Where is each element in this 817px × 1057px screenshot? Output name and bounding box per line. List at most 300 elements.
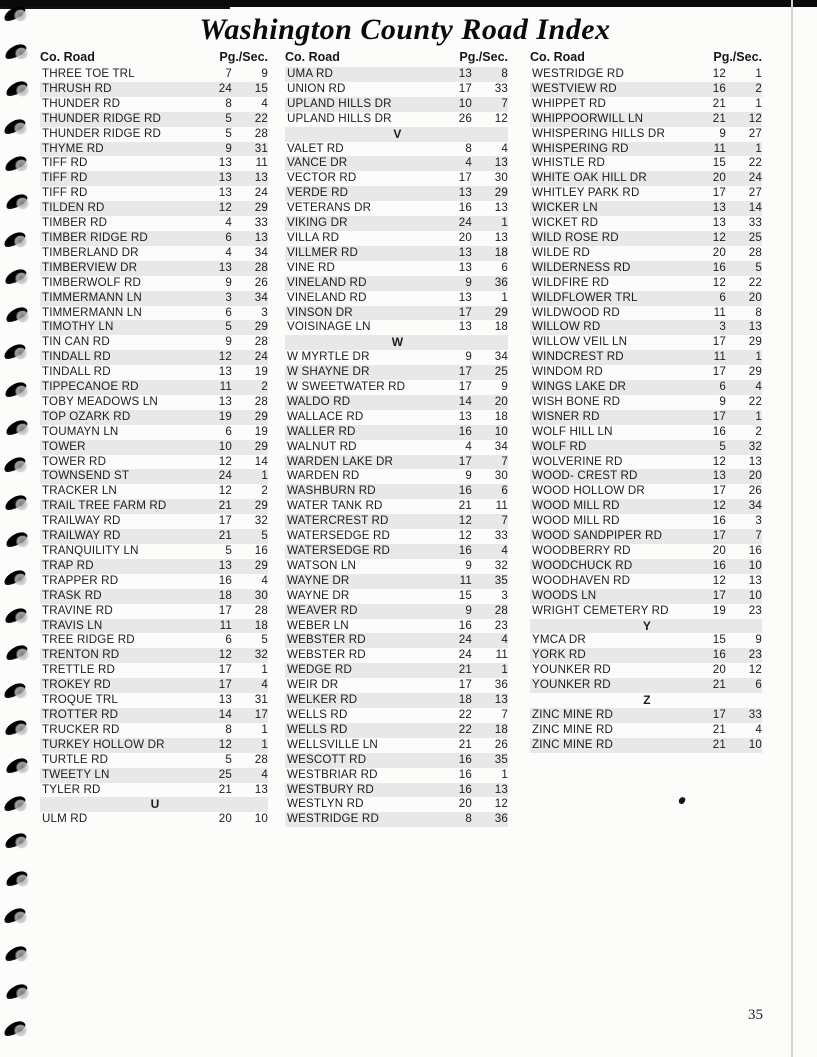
road-name: WATERCREST RD [287, 514, 389, 528]
section-value: 4 [501, 544, 508, 557]
page-value: 6 [225, 633, 232, 647]
page-value: 17 [218, 603, 232, 617]
section-value: 30 [494, 469, 508, 483]
section-value: 2 [261, 380, 268, 394]
section-value: 13 [494, 693, 508, 707]
spiral-coil [2, 116, 27, 136]
section-value: 12 [748, 663, 762, 677]
page-value: 13 [458, 260, 472, 274]
road-name: VINE RD [287, 260, 336, 274]
road-name: WOOD MILL RD [532, 514, 620, 528]
index-row [40, 231, 268, 246]
section-value: 36 [494, 678, 508, 692]
road-name: WEBER LN [287, 618, 349, 632]
index-row [40, 499, 268, 514]
index-row [530, 142, 762, 157]
index-row [40, 619, 268, 634]
section-value: 22 [748, 275, 762, 289]
index-row [285, 350, 508, 365]
section-value: 34 [494, 350, 508, 364]
page-value: 6 [225, 230, 232, 244]
index-row [530, 633, 762, 648]
section-value: 13 [494, 201, 508, 215]
section-value: 23 [494, 618, 508, 632]
index-row [285, 648, 508, 663]
section-value: 28 [494, 603, 508, 617]
page-value: 6 [225, 424, 232, 438]
page-value: 17 [458, 81, 472, 95]
section-value: 28 [254, 394, 268, 408]
road-name: WESCOTT RD [287, 752, 367, 766]
index-row [40, 604, 268, 619]
road-name: ZINC MINE RD [532, 722, 614, 736]
road-name: WOLF RD [532, 439, 587, 453]
spiral-coil [4, 304, 29, 324]
section-value: 1 [755, 409, 762, 423]
index-row [285, 499, 508, 514]
page-value: 21 [458, 737, 472, 751]
page-value: 10 [458, 96, 472, 110]
index-row [40, 589, 268, 604]
section-value: 36 [494, 275, 508, 289]
index-row [285, 395, 508, 410]
road-name: TIMMERMANN LN [42, 305, 142, 319]
page-value: 3 [225, 290, 232, 304]
section-value: 24 [254, 186, 268, 200]
page-value: 5 [225, 111, 232, 125]
index-row [40, 276, 268, 291]
spiral-coil [4, 530, 29, 550]
road-name: TOWNSEND ST [42, 469, 130, 483]
index-row [530, 127, 762, 142]
road-name: ZINC MINE RD [532, 707, 614, 721]
page-value: 17 [712, 335, 726, 349]
section-value: 15 [254, 81, 268, 95]
index-row [40, 723, 268, 738]
page-value: 13 [218, 260, 232, 274]
page-value: 17 [458, 380, 472, 394]
section-value: 29 [748, 335, 762, 349]
section-value: 14 [254, 454, 268, 468]
section-value: 34 [748, 499, 762, 513]
index-row [285, 380, 508, 395]
road-name: WHISPERING HILLS DR [532, 126, 665, 140]
index-row [40, 529, 268, 544]
section-value: 1 [261, 663, 268, 677]
road-name: WILDFLOWER TRL [532, 290, 638, 304]
index-row [40, 395, 268, 410]
road-name: WEDGE RD [287, 663, 352, 677]
page-value: 20 [712, 171, 726, 185]
index-row [530, 723, 762, 738]
section-value: 22 [254, 111, 268, 125]
road-name: UMA RD [287, 67, 333, 80]
page-value: 17 [712, 484, 726, 498]
index-row [530, 410, 762, 425]
section-value: 33 [494, 529, 508, 543]
page-value: 9 [225, 275, 232, 289]
index-row [40, 738, 268, 753]
section-value: 29 [254, 499, 268, 513]
index-row [285, 693, 508, 708]
index-row [40, 633, 268, 648]
section-value: 36 [494, 812, 508, 826]
road-name: TINDALL RD [42, 365, 111, 379]
page-value: 12 [712, 230, 726, 244]
section-value: 6 [755, 678, 762, 692]
index-row [40, 142, 268, 157]
section-letter-row: Y [530, 619, 762, 634]
road-name: WHISTLE RD [532, 156, 605, 170]
section-letter-row: V [285, 127, 508, 142]
section-value: 25 [748, 230, 762, 244]
section-value: 10 [748, 558, 762, 572]
index-row [285, 708, 508, 723]
page-value: 4 [225, 216, 232, 230]
index-row [530, 559, 762, 574]
road-name: TRAILWAY RD [42, 514, 121, 528]
index-row [530, 708, 762, 723]
page-value: 16 [458, 767, 472, 781]
page-value: 24 [218, 81, 232, 95]
index-row [285, 216, 508, 231]
page-value: 6 [719, 380, 726, 394]
road-name: VECTOR RD [287, 171, 357, 185]
section-value: 13 [254, 230, 268, 244]
spiral-coil [3, 605, 28, 625]
page-value: 16 [712, 81, 726, 95]
index-row [285, 410, 508, 425]
page-value: 12 [712, 573, 726, 587]
index-row [285, 783, 508, 798]
index-row [40, 112, 268, 127]
section-value: 18 [254, 618, 268, 632]
index-row [530, 261, 762, 276]
page-value: 17 [218, 663, 232, 677]
section-value: 11 [255, 156, 268, 170]
page-value: 22 [458, 722, 472, 736]
section-value: 32 [748, 439, 762, 453]
index-row [530, 112, 762, 127]
page-value: 17 [712, 707, 726, 721]
page-value: 16 [712, 260, 726, 274]
spiral-coil [3, 943, 28, 963]
section-value: 4 [261, 573, 268, 587]
index-row [285, 738, 508, 753]
index-row [530, 67, 762, 82]
road-name: TINDALL RD [42, 350, 111, 364]
section-value: 1 [501, 663, 508, 677]
road-name: ZINC MINE RD [532, 737, 614, 751]
co-road-header: Co. Road [40, 50, 95, 64]
index-row [285, 768, 508, 783]
road-name: TRANQUILITY LN [42, 544, 139, 557]
section-value: 4 [261, 767, 268, 781]
index-row [530, 574, 762, 589]
index-row [285, 723, 508, 738]
index-column-1 [40, 67, 268, 827]
road-name: TURKEY HOLLOW DR [42, 737, 165, 751]
page-value: 24 [458, 648, 472, 662]
section-value: 18 [494, 245, 508, 259]
road-name: WILD ROSE RD [532, 230, 619, 244]
section-value: 10 [748, 588, 762, 602]
index-row [285, 291, 508, 306]
index-row [40, 127, 268, 142]
spiral-coil [2, 342, 27, 362]
road-name: VINELAND RD [287, 290, 367, 304]
page-value: 17 [218, 514, 232, 528]
section-value: 7 [501, 454, 508, 468]
page-value: 8 [225, 722, 232, 736]
page-value: 11 [713, 141, 726, 155]
page-value: 17 [712, 409, 726, 423]
index-row [530, 201, 762, 216]
road-name: WARDEN LAKE DR [287, 454, 394, 468]
page-value: 20 [458, 797, 472, 811]
page-value: 11 [713, 350, 726, 364]
index-row [285, 231, 508, 246]
road-name: WELKER RD [287, 693, 358, 707]
index-row [40, 67, 268, 82]
index-row [285, 589, 508, 604]
spiral-coil [2, 567, 27, 587]
section-value: 29 [254, 439, 268, 453]
index-column-2 [285, 67, 508, 827]
road-name: WATERSEDGE RD [287, 544, 391, 557]
section-value: 1 [755, 141, 762, 155]
section-value: 29 [254, 201, 268, 215]
page-edge-line [791, 0, 793, 1057]
page-value: 13 [458, 67, 472, 80]
page-number: 35 [748, 1007, 763, 1023]
page-value: 16 [218, 573, 232, 587]
road-name: WOLF HILL LN [532, 424, 613, 438]
page-value: 17 [458, 305, 472, 319]
road-name: WESTRIDGE RD [532, 67, 624, 80]
section-value: 26 [748, 484, 762, 498]
section-value: 31 [254, 693, 268, 707]
column-header-1 [40, 50, 268, 64]
road-name: TILDEN RD [42, 201, 105, 215]
column-header-2 [285, 50, 508, 64]
section-value: 3 [261, 305, 268, 319]
index-row [40, 753, 268, 768]
index-row [285, 171, 508, 186]
road-name: VILLA RD [287, 230, 340, 244]
index-row [285, 425, 508, 440]
page-value: 13 [218, 156, 232, 170]
section-value: 1 [261, 722, 268, 736]
page-value: 8 [465, 812, 472, 826]
road-name: ULM RD [42, 812, 88, 826]
road-name: VIKING DR [287, 216, 348, 230]
section-value: 25 [494, 365, 508, 379]
index-row [40, 783, 268, 798]
spiral-coil [4, 643, 29, 663]
section-value: 29 [254, 409, 268, 423]
index-row [530, 82, 762, 97]
index-row [530, 350, 762, 365]
road-name: UPLAND HILLS DR [287, 96, 392, 110]
road-name: TYLER RD [42, 782, 101, 796]
section-value: 24 [748, 171, 762, 185]
road-name: W SWEETWATER RD [287, 380, 406, 394]
index-row [285, 142, 508, 157]
road-name: TOP OZARK RD [42, 409, 131, 423]
road-name: TURTLE RD [42, 752, 109, 766]
road-name: YORK RD [532, 648, 586, 662]
index-row [40, 648, 268, 663]
index-row [40, 380, 268, 395]
road-name: WESTRIDGE RD [287, 812, 379, 826]
page-value: 13 [458, 186, 472, 200]
road-name: WINDCREST RD [532, 350, 624, 364]
section-value: 12 [494, 111, 508, 125]
road-name: TRAP RD [42, 558, 94, 572]
road-name: WALLER RD [287, 424, 356, 438]
index-row [530, 529, 762, 544]
section-value: 5 [755, 260, 762, 274]
index-row [40, 812, 268, 827]
page-value: 13 [458, 290, 472, 304]
pg-sec-header: Pg./Sec. [219, 50, 268, 64]
road-name: TRASK RD [42, 588, 102, 602]
road-name: TROQUE TRL [42, 693, 119, 707]
index-row [40, 171, 268, 186]
page-value: 13 [218, 186, 232, 200]
section-value: 13 [254, 782, 268, 796]
index-row [40, 410, 268, 425]
page-value: 16 [458, 484, 472, 498]
section-value: 3 [501, 588, 508, 602]
road-name: THRUSH RD [42, 81, 112, 95]
spiral-coil [3, 718, 28, 738]
road-name: WESTVIEW RD [532, 81, 617, 95]
section-value: 12 [748, 111, 762, 125]
road-name: YOUNKER RD [532, 678, 611, 692]
index-row [285, 633, 508, 648]
page-value: 6 [719, 290, 726, 304]
page-value: 3 [719, 320, 726, 334]
section-letter-row: W [285, 335, 508, 350]
section-value: 1 [755, 96, 762, 110]
road-name: TIFF RD [42, 171, 88, 185]
road-name: YMCA DR [532, 633, 586, 647]
road-name: VINSON DR [287, 305, 353, 319]
page-value: 13 [458, 245, 472, 259]
index-row [530, 440, 762, 455]
page-value: 17 [218, 678, 232, 692]
page-value: 19 [712, 603, 726, 617]
section-value: 7 [501, 96, 508, 110]
road-name: WINGS LAKE DR [532, 380, 627, 394]
page-value: 21 [712, 96, 726, 110]
section-value: 4 [501, 633, 508, 647]
section-value: 33 [494, 81, 508, 95]
page-value: 5 [225, 126, 232, 140]
index-row [40, 82, 268, 97]
road-name: TRENTON RD [42, 648, 120, 662]
section-value: 13 [254, 171, 268, 185]
section-value: 7 [501, 514, 508, 528]
page-value: 12 [712, 275, 726, 289]
road-name: WOOD HOLLOW DR [532, 484, 645, 498]
index-row [530, 216, 762, 231]
road-name: WOOD MILL RD [532, 499, 620, 513]
page-value: 11 [219, 618, 232, 632]
section-value: 23 [748, 603, 762, 617]
section-value: 28 [254, 752, 268, 766]
section-value: 10 [494, 424, 508, 438]
page-value: 13 [712, 216, 726, 230]
page-value: 11 [219, 380, 232, 394]
page-value: 4 [465, 156, 472, 170]
road-name: TIMBERVIEW DR [42, 260, 138, 274]
index-row [285, 663, 508, 678]
section-value: 34 [254, 290, 268, 304]
road-name: WISH BONE RD [532, 394, 621, 408]
road-name: WHISPERING RD [532, 141, 629, 155]
pg-sec-header: Pg./Sec. [459, 50, 508, 64]
section-value: 2 [755, 424, 762, 438]
section-value: 17 [254, 707, 268, 721]
section-value: 26 [254, 275, 268, 289]
index-row [530, 499, 762, 514]
section-value: 30 [494, 171, 508, 185]
page-value: 9 [465, 603, 472, 617]
section-value: 2 [261, 484, 268, 498]
road-name: YOUNKER RD [532, 663, 611, 677]
index-row [285, 455, 508, 470]
page-value: 19 [218, 409, 232, 423]
page-value: 13 [712, 201, 726, 215]
index-row [40, 246, 268, 261]
road-name: WOOD SANDPIPER RD [532, 529, 663, 543]
index-row [40, 335, 268, 350]
road-name: THYME RD [42, 141, 104, 155]
section-value: 22 [748, 156, 762, 170]
page-value: 12 [458, 529, 472, 543]
road-name: WESTBRIAR RD [287, 767, 378, 781]
page-value: 18 [218, 588, 232, 602]
page-value: 14 [458, 394, 472, 408]
page-value: 21 [712, 678, 726, 692]
road-name: WELLS RD [287, 707, 348, 721]
spiral-coil [3, 41, 28, 61]
index-row [530, 589, 762, 604]
spiral-coil [3, 154, 28, 174]
section-value: 1 [755, 67, 762, 80]
index-row [285, 246, 508, 261]
road-name: WHIPPET RD [532, 96, 607, 110]
section-value: 7 [755, 529, 762, 543]
page-value: 12 [712, 67, 726, 80]
index-row [530, 395, 762, 410]
section-value: 7 [501, 707, 508, 721]
section-value: 18 [494, 722, 508, 736]
page-value: 17 [458, 365, 472, 379]
page-value: 14 [218, 707, 232, 721]
page-value: 12 [218, 648, 232, 662]
index-row [285, 574, 508, 589]
section-letter-row: U [40, 797, 268, 812]
road-name: WOODHAVEN RD [532, 573, 631, 587]
page-value: 24 [458, 633, 472, 647]
section-value: 29 [494, 305, 508, 319]
page-value: 17 [458, 678, 472, 692]
page-value: 16 [712, 648, 726, 662]
